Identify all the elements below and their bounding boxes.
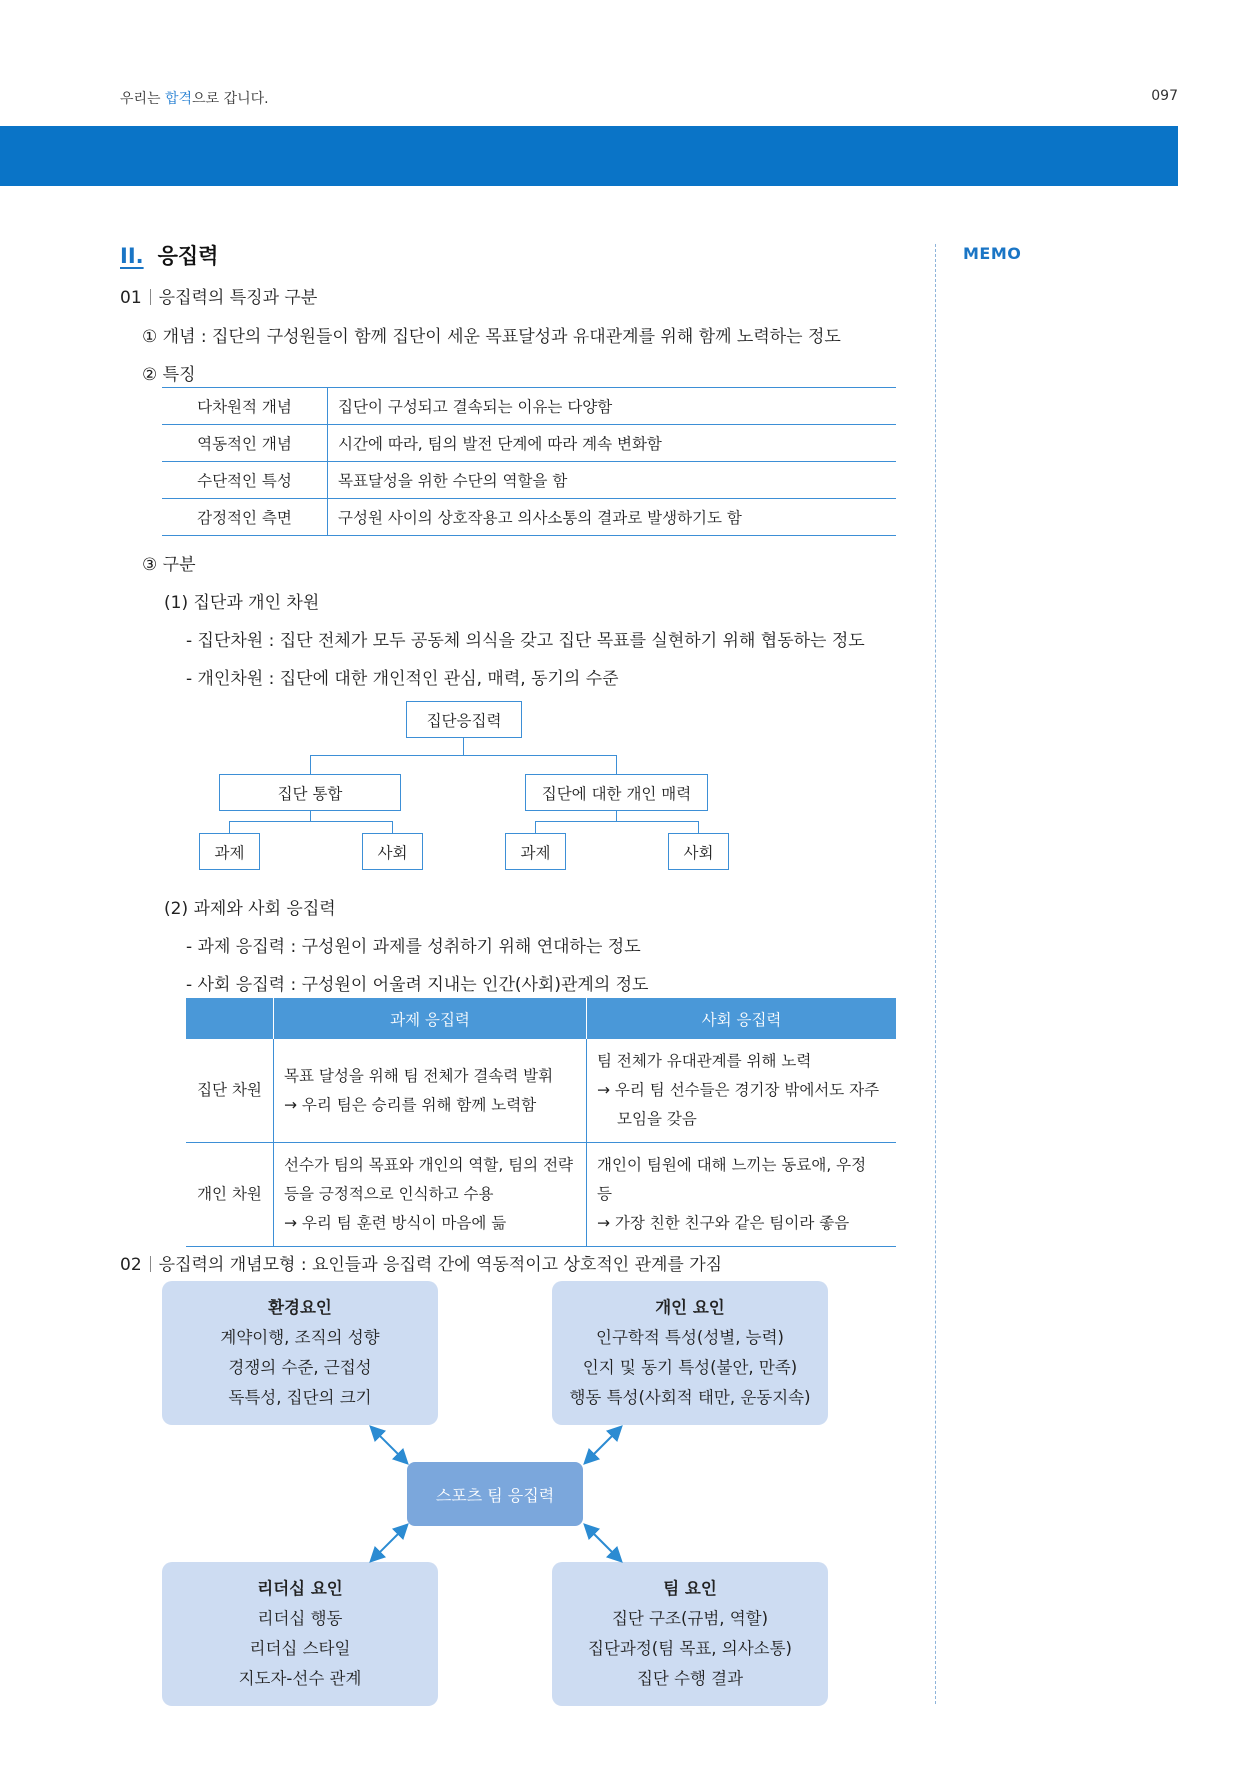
subsection-number: 01 [120,288,142,308]
row-label: 집단 차원 [186,1039,274,1143]
cell-line: 개인이 팀원에 대해 느끼는 동료애, 우정 등 [597,1156,867,1203]
factor-title: 개인 요인 [655,1298,725,1317]
factor-title: 환경요인 [268,1298,332,1317]
feature-key: 다차원적 개념 [162,388,328,425]
header-text: 우리는 [120,91,166,107]
item-division: ③ 구분 [142,555,196,575]
factor-title: 팀 요인 [663,1579,717,1598]
cell-line: 모임을 갖음 [617,1110,697,1128]
item-concept: ① 개념 : 집단의 구성원들이 함께 집단이 세운 목표달성과 유대관계를 위해 함께 노력하는 정도 [142,327,841,347]
factor-item: 지도자-선수 관계 [238,1669,362,1688]
feature-value: 목표달성을 위한 수단의 역할을 함 [328,462,897,499]
factor-item: 계약이행, 조직의 성향 [220,1328,380,1347]
tree-leaf-task: 과제 [199,833,260,870]
feature-value: 시간에 따라, 팀의 발전 단계에 따라 계속 변화함 [328,425,897,462]
tree-leaf-social: 사회 [362,833,423,870]
factor-item: 인지 및 동기 특성(불안, 만족) [582,1358,798,1377]
cell-line: 선수가 팀의 목표와 개인의 역할, 팀의 전략 [284,1156,574,1174]
section-title-text: 응집력 [157,244,219,268]
header-highlight: 합격 [165,91,193,107]
cell-line: 목표 달성을 위해 팀 전체가 결속력 발휘 [284,1066,554,1085]
cell-line: → 우리 팀 훈련 방식이 마음에 듦 [284,1214,507,1232]
arrow-personal-center [586,1428,620,1462]
section-number: II. [120,244,144,268]
arrow-leadership-center [372,1526,406,1560]
division-2-line-2: - 사회 응집력 : 구성원이 어울려 지내는 인간(사회)관계의 정도 [186,975,649,995]
tree-root: 집단응집력 [406,701,522,738]
cell-line: → 우리 팀 선수들은 경기장 밖에서도 자주 [597,1081,880,1099]
factor-title: 리더십 요인 [257,1579,343,1598]
factor-item: 인구학적 특성(성별, 능력) [596,1328,784,1347]
division-1-line-1: - 집단차원 : 집단 전체가 모두 공동체 의식을 갖고 집단 목표를 실현하기 위해 협동하는 정도 [186,631,865,651]
table-header-task: 과제 응집력 [274,998,587,1039]
division-2-title: (2) 과제와 사회 응집력 [164,899,336,919]
cell-line: 등을 긍정적으로 인식하고 수용 [284,1185,494,1203]
tree-leaf-social: 사회 [668,833,729,870]
subsection-title: 응집력의 개념모형 : 요인들과 응집력 간에 역동적이고 상호적인 관계를 가짐 [158,1255,723,1275]
factor-item: 집단 수행 결과 [636,1669,744,1688]
division-1-title: (1) 집단과 개인 차원 [164,593,320,613]
table-header-social: 사회 응집력 [587,998,897,1039]
arrow-environment-center [372,1428,406,1462]
subsection-title: 응집력의 특징과 구분 [158,288,318,308]
feature-key: 수단적인 특성 [162,462,328,499]
division-2-line-1: - 과제 응집력 : 구성원이 과제를 성취하기 위해 연대하는 정도 [186,937,641,957]
cell-line: → 가장 친한 친구와 같은 팀이라 좋음 [597,1214,850,1232]
item-features: ② 특징 [142,365,196,385]
page-number: 097 [1151,88,1178,104]
tree-leaf-task: 과제 [505,833,566,870]
feature-value: 집단이 구성되고 결속되는 이유는 다양함 [328,388,897,425]
cell-line: → 우리 팀은 승리를 위해 함께 노력함 [284,1095,537,1114]
center-box-team-cohesion: 스포츠 팀 응집력 [407,1462,583,1526]
factor-item: 독특성, 집단의 크기 [228,1388,372,1407]
arrow-team-center [586,1526,620,1560]
factor-item: 리더십 스타일 [249,1639,351,1658]
row-label: 개인 차원 [186,1143,274,1247]
tree-node-individual-attraction: 집단에 대한 개인 매력 [525,774,708,811]
cell-line: 팀 전체가 유대관계를 위해 노력 [597,1052,812,1070]
header-text-suffix: 으로 갑니다. [192,91,269,107]
factor-item: 집단 구조(규범, 역할) [611,1609,769,1628]
factor-item: 행동 특성(사회적 태만, 운동지속) [569,1388,811,1407]
division-1-line-2: - 개인차원 : 집단에 대한 개인적인 관심, 매력, 동기의 수준 [186,669,619,689]
factor-item: 리더십 행동 [257,1609,343,1628]
subsection-number: 02 [120,1255,142,1275]
feature-key: 역동적인 개념 [162,425,328,462]
feature-value: 구성원 사이의 상호작용고 의사소통의 결과로 발생하기도 함 [328,499,897,536]
memo-label: MEMO [963,244,1022,263]
tree-node-group-integration: 집단 통합 [219,774,401,811]
factor-item: 경쟁의 수준, 근접성 [228,1358,372,1377]
feature-key: 감정적인 측면 [162,499,328,536]
factor-item: 집단과정(팀 목표, 의사소통) [588,1639,792,1658]
